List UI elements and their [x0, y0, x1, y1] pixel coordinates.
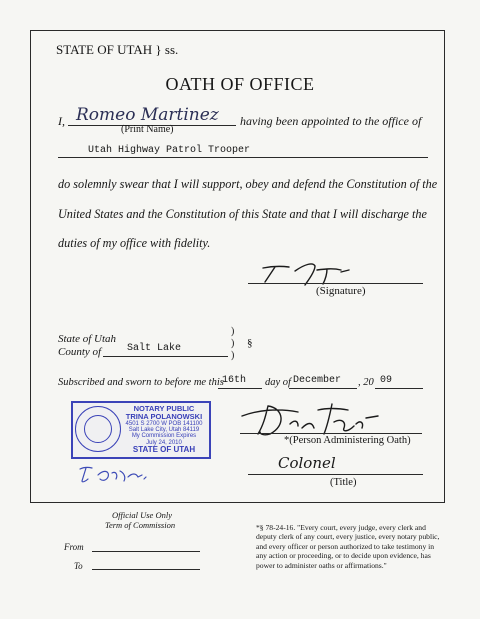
venue-brackets: ) ) ): [231, 326, 235, 361]
to-line: [92, 569, 200, 570]
sworn-prefix: Subscribed and sworn to before me this: [58, 377, 224, 388]
oath-line-1: do solemnly swear that I will support, obey and defend the Constitution of the: [58, 177, 438, 191]
appointment-text: having been appointed to the office of: [240, 114, 422, 128]
official-use-heading: Official Use Only: [112, 510, 172, 520]
notary-seal-icon: [75, 406, 121, 452]
administering-label: *(Person Administering Oath): [284, 435, 411, 446]
stamp-line-3: 4501 S 2700 W POB 141100: [125, 420, 203, 427]
statute-line-4: any action or proceeding, or to decide upon evidence, has: [256, 551, 431, 561]
administering-title: Colonel: [278, 454, 336, 472]
year-prefix: , 20: [358, 377, 374, 388]
section-symbol: §: [247, 337, 253, 349]
print-name-label: (Print Name): [121, 124, 174, 135]
to-label: To: [74, 561, 83, 571]
venue-state: State of Utah: [58, 333, 117, 345]
stamp-line-4: Salt Lake City, Utah 84119: [128, 427, 200, 434]
printed-name: Romeo Martinez: [76, 105, 219, 125]
month-line: [289, 388, 357, 389]
county-value: Salt Lake: [127, 343, 182, 354]
administering-signature-line: [240, 433, 422, 434]
notary-stamp: [71, 401, 211, 459]
statute-line-5: power to administer oaths or affirmations.": [256, 560, 387, 570]
oath-line-2: United States and the Constitution of this State and that I will discharge the: [58, 207, 427, 221]
notary-initials: [74, 461, 154, 485]
document-title: OATH OF OFFICE: [165, 74, 315, 94]
office-line: [58, 157, 428, 158]
stamp-line-2: TRINA POLANOWSKI: [125, 411, 203, 421]
sworn-year: 09: [380, 375, 393, 386]
statute-line-1: *§ 78-24-16. "Every court, every judge, every clerk and: [256, 523, 426, 532]
name-prefix: I,: [58, 114, 65, 128]
title-label: (Title): [330, 477, 357, 488]
signature-label: (Signature): [316, 285, 366, 297]
office-title: Utah Highway Patrol Trooper: [88, 145, 251, 156]
title-line: [248, 474, 423, 475]
from-line: [92, 551, 200, 552]
venue-county-label: County of: [58, 346, 102, 358]
sworn-month: December: [293, 375, 342, 386]
county-line: [103, 356, 228, 357]
day-line: [218, 388, 262, 389]
statute-line-2: deputy clerk of any court, every justice, every notary public,: [256, 532, 440, 542]
stamp-line-7: STATE OF UTAH: [132, 444, 196, 454]
stamp-line-5: My Commission Expires: [131, 433, 197, 440]
term-heading: Term of Commission: [105, 520, 176, 530]
statute-line-3: and every officer or person authorized to take testimony in: [256, 541, 435, 551]
stamp-line-6: July 24, 2010: [146, 439, 182, 446]
stamp-line-1: NOTARY PUBLIC: [133, 404, 195, 413]
from-label: From: [64, 542, 84, 552]
year-line: [375, 388, 423, 389]
state-header: STATE OF UTAH } ss.: [56, 42, 179, 57]
sworn-day: 16th: [222, 375, 247, 386]
oath-line-3: duties of my office with fidelity.: [58, 236, 211, 250]
day-of-label: day of: [265, 377, 291, 388]
signature-line: [248, 283, 423, 284]
statute-note: [256, 523, 439, 570]
